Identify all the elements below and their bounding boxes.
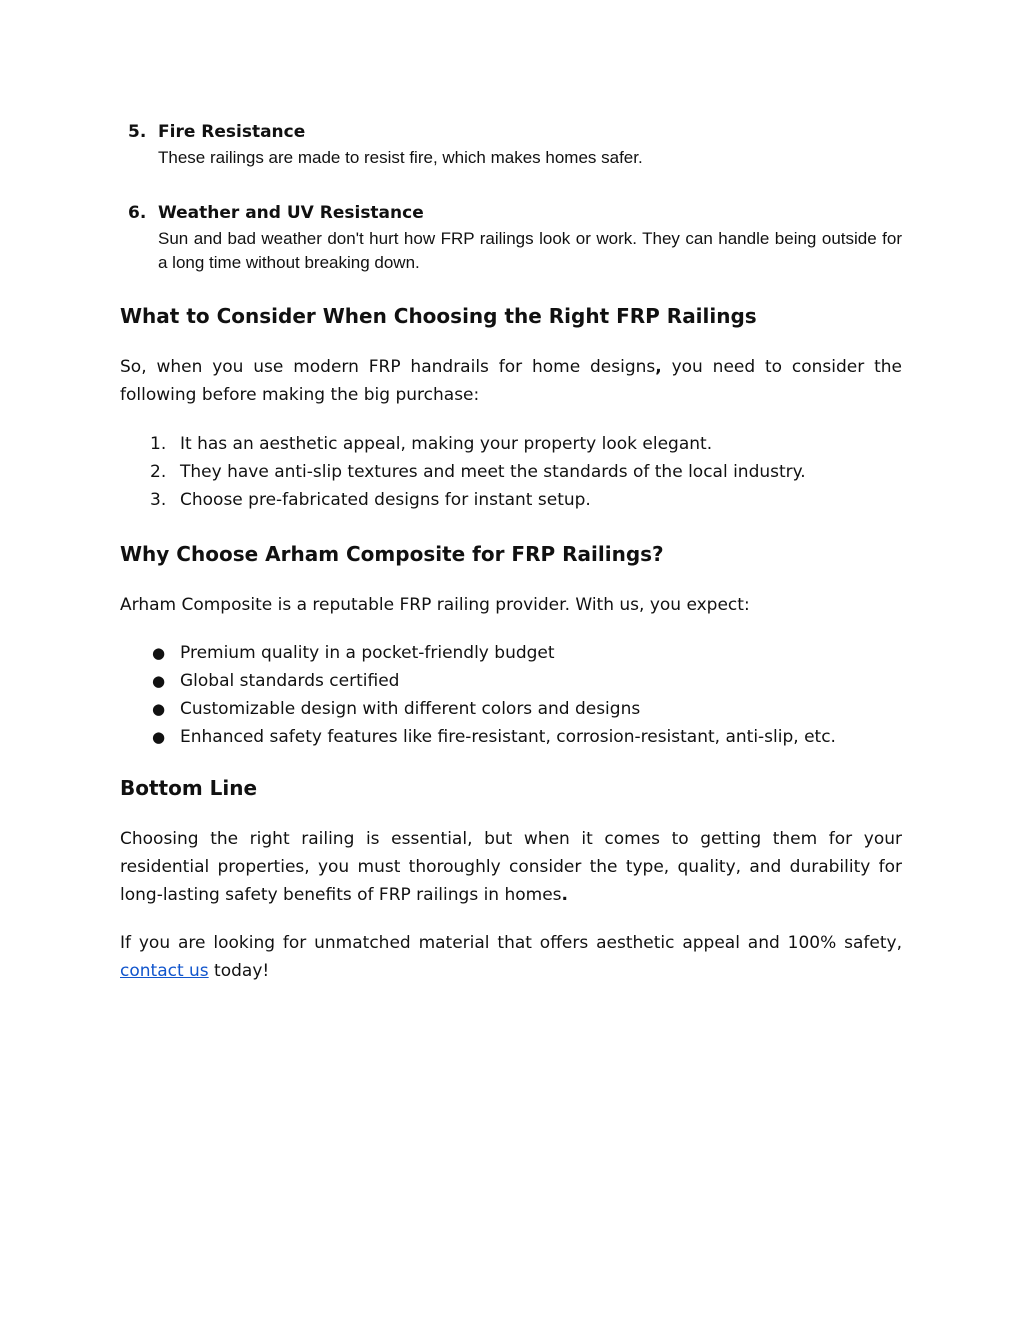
feature-description: These railings are made to resist fire, which makes homes safer. (158, 148, 643, 167)
list-item-text: Enhanced safety features like fire-resistant, corrosion-resistant, anti-slip, etc. (180, 727, 836, 747)
intro-text-continued: you need to consider the following before making the big purchase: (120, 357, 902, 405)
feature-title: Weather and UV Resistance (158, 203, 424, 223)
bullet-icon: ● (152, 672, 166, 690)
list-item-text: Global standards certified (180, 671, 400, 691)
list-item (120, 639, 902, 667)
why-bullet-list (120, 639, 902, 751)
list-item-text: Customizable design with different colors and designs (180, 699, 641, 719)
bullet-icon: ● (152, 644, 166, 662)
paragraph-text: Choosing the right railing is essential, but when it comes to getting them for your residential properties, you must thoroughly consider the type, quality, and durability for long-lasting safety benefits of FRP railings in homes (120, 829, 902, 905)
list-item-text: It has an aesthetic appeal, making your property look elegant. (180, 434, 713, 454)
list-number: 3. (150, 490, 167, 510)
feature-item-fire-resistance (120, 122, 902, 172)
list-item (120, 486, 902, 514)
intro-text: So, when you use modern FRP handrails for home designs (120, 357, 656, 377)
intro-comma: , (655, 357, 662, 377)
list-item (120, 430, 902, 458)
list-item (120, 667, 902, 695)
feature-description: Sun and bad weather don't hurt how FRP railings look or work. They can handle being outside for a long time without breaking down. (158, 229, 902, 272)
consider-intro-paragraph (120, 353, 902, 409)
paragraph-text: If you are looking for unmatched material that offers aesthetic appeal and 100% safety, (120, 933, 902, 953)
list-number: 1. (150, 434, 167, 454)
bullet-icon: ● (152, 728, 166, 746)
consider-numbered-list (120, 430, 902, 514)
feature-number: 6. (128, 203, 147, 223)
feature-title: Fire Resistance (158, 122, 306, 142)
list-item (120, 695, 902, 723)
list-item (120, 723, 902, 751)
feature-number: 5. (128, 122, 147, 142)
list-item (120, 458, 902, 486)
bottom-paragraph-1 (120, 825, 902, 909)
list-item-text: They have anti-slip textures and meet the standards of the local industry. (180, 462, 806, 482)
section-heading-why: Why Choose Arham Composite for FRP Railings? (120, 542, 664, 566)
paragraph-text-end: today! (208, 961, 270, 981)
list-item-text: Choose pre-fabricated designs for instant setup. (180, 490, 591, 510)
list-item-text: Premium quality in a pocket-friendly budget (180, 643, 555, 663)
bottom-paragraph-2 (120, 929, 902, 985)
paragraph-period: . (561, 885, 569, 905)
bullet-icon: ● (152, 700, 166, 718)
list-number: 2. (150, 462, 167, 482)
section-heading-bottom-line: Bottom Line (120, 776, 258, 800)
section-heading-consider: What to Consider When Choosing the Right FRP Railings (120, 304, 757, 328)
contact-us-link[interactable]: contact us (120, 961, 209, 981)
feature-item-weather-uv-resistance (120, 203, 902, 279)
why-intro-paragraph: Arham Composite is a reputable FRP railing provider. With us, you expect: (120, 595, 750, 615)
